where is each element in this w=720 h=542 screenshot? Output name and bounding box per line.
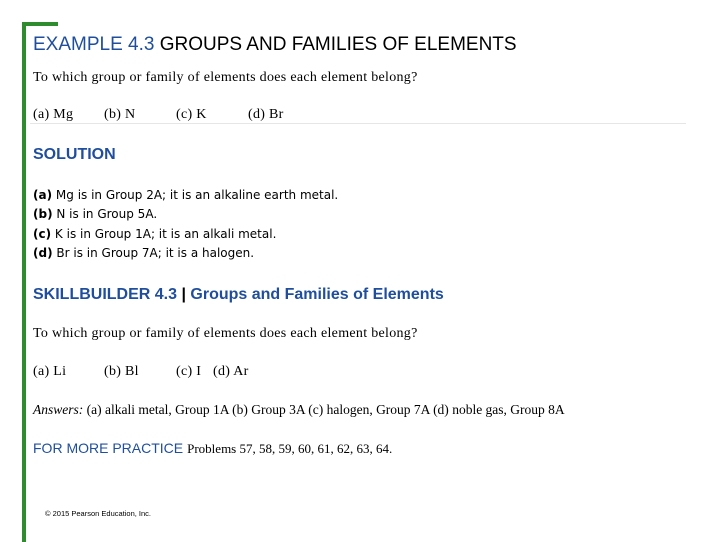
accent-bar-vertical xyxy=(22,22,26,542)
item-text: I xyxy=(196,364,202,379)
answer-key: (a) xyxy=(86,402,102,417)
solution-text: K is in Group 1A; it is an alkali metal. xyxy=(54,227,277,241)
answer-text: noble gas, Group 8A xyxy=(452,402,565,417)
answer-key: (c) xyxy=(308,402,324,417)
solution-key: (d) xyxy=(33,246,53,260)
skillbuilder-item-a xyxy=(33,364,66,380)
example-item-a xyxy=(33,107,73,123)
skillbuilder-question: To which group or family of elements does each element belong? xyxy=(33,326,418,341)
item-text: Mg xyxy=(53,107,74,122)
skillbuilder-item-b xyxy=(104,364,139,380)
divider xyxy=(30,123,686,124)
solution-text: Mg is in Group 2A; it is an alkaline earth metal. xyxy=(55,188,339,202)
example-question: To which group or family of elements does each element belong? xyxy=(33,70,418,85)
more-practice-label: FOR MORE PRACTICE xyxy=(33,440,184,456)
answer-text: Group 3A xyxy=(251,402,305,417)
solution-key: (a) xyxy=(33,188,53,202)
skillbuilder-heading xyxy=(33,286,444,304)
answers-label: Answers: xyxy=(33,402,84,417)
copyright: © 2015 Pearson Education, Inc. xyxy=(45,509,152,518)
example-item-d xyxy=(248,107,284,123)
answer-key: (b) xyxy=(232,402,248,417)
example-item-b xyxy=(104,107,135,123)
item-key: (d) xyxy=(213,364,231,379)
skillbuilder-answers xyxy=(33,402,565,418)
item-key: (b) xyxy=(104,364,122,379)
example-title xyxy=(33,34,517,56)
item-text: Br xyxy=(269,107,284,122)
example-title-text: GROUPS AND FAMILIES OF ELEMENTS xyxy=(159,34,517,55)
solution-line-b xyxy=(33,207,157,221)
more-practice-text: Problems 57, 58, 59, 60, 61, 62, 63, 64. xyxy=(187,441,393,456)
item-text: K xyxy=(196,107,207,122)
example-label: EXAMPLE 4.3 xyxy=(33,34,155,55)
item-key: (b) xyxy=(104,107,122,122)
example-item-c xyxy=(176,107,207,123)
skillbuilder-label: SKILLBUILDER 4.3 xyxy=(33,286,178,303)
skillbuilder-item-d xyxy=(213,364,249,380)
item-key: (c) xyxy=(176,107,193,122)
solution-line-a xyxy=(33,188,338,202)
item-key: (a) xyxy=(33,107,50,122)
answer-key: (d) xyxy=(433,402,449,417)
answer-text: alkali metal, Group 1A xyxy=(104,402,229,417)
item-key: (a) xyxy=(33,364,50,379)
item-text: N xyxy=(125,107,136,122)
item-text: Bl xyxy=(125,364,139,379)
solution-text: N is in Group 5A. xyxy=(56,207,158,221)
more-practice xyxy=(33,440,392,458)
solution-key: (c) xyxy=(33,227,52,241)
item-text: Li xyxy=(53,364,67,379)
skillbuilder-separator: | xyxy=(181,286,186,303)
solution-text: Br is in Group 7A; it is a halogen. xyxy=(56,246,255,260)
item-key: (c) xyxy=(176,364,193,379)
solution-line-c xyxy=(33,227,276,241)
answer-text: halogen, Group 7A xyxy=(326,402,430,417)
solution-heading: SOLUTION xyxy=(33,146,116,163)
solution-key: (b) xyxy=(33,207,53,221)
skillbuilder-item-c xyxy=(176,364,201,380)
solution-line-d xyxy=(33,246,254,260)
item-key: (d) xyxy=(248,107,266,122)
skillbuilder-title: Groups and Families of Elements xyxy=(190,286,444,303)
item-text: Ar xyxy=(233,364,249,379)
accent-bar-horizontal xyxy=(22,22,58,26)
